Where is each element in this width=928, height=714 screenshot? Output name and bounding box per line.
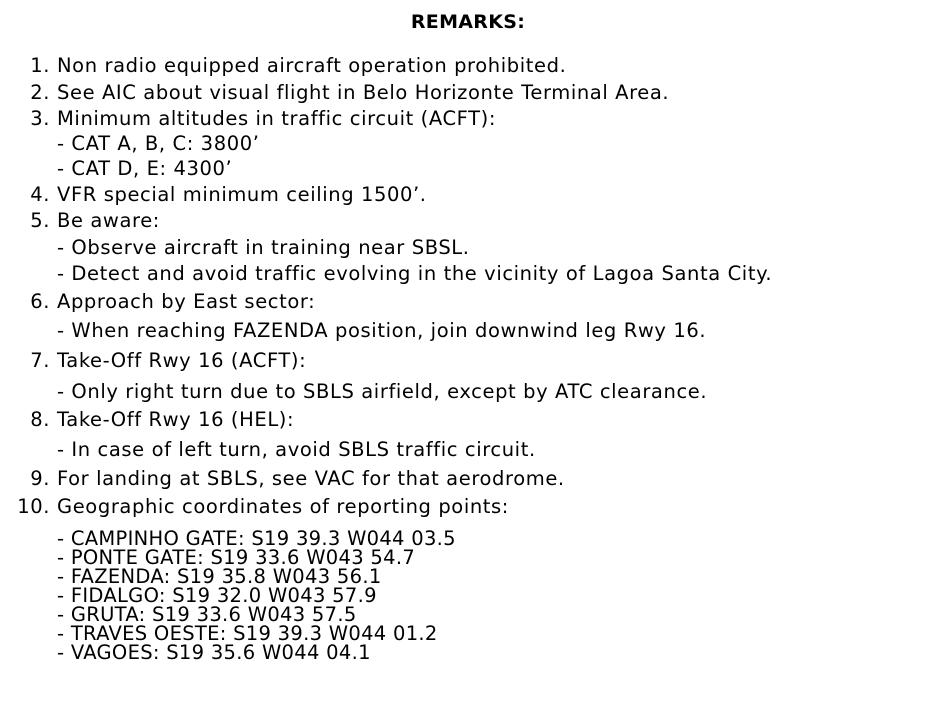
remark-number: 7.	[30, 349, 50, 372]
remark-number: 4.	[30, 183, 50, 206]
remark-subitem: - Only right turn due to SBLS airfield, except by ATC clearance.	[57, 380, 708, 403]
reporting-point-traves-oeste: - TRAVES OESTE: S19 39.3 W044 01.2	[57, 622, 438, 645]
remark-text: Geographic coordinates of reporting points:	[57, 495, 509, 518]
reporting-point-fazenda: - FAZENDA: S19 35.8 W043 56.1	[57, 565, 382, 588]
remark-number: 9.	[30, 467, 50, 490]
reporting-point-campinho-gate: - CAMPINHO GATE: S19 39.3 W044 03.5	[57, 527, 456, 550]
remark-text: VFR special minimum ceiling 1500’.	[57, 183, 427, 206]
remark-number: 10.	[17, 495, 50, 518]
reporting-point-vagoes: - VAGOES: S19 35.6 W044 04.1	[57, 641, 371, 664]
remark-subitem: - CAT A, B, C: 3800’	[57, 132, 260, 155]
remark-text: For landing at SBLS, see VAC for that aerodrome.	[57, 467, 565, 490]
remark-subitem: - Detect and avoid traffic evolving in the vicinity of Lagoa Santa City.	[57, 262, 773, 285]
remark-number: 8.	[30, 408, 50, 431]
remark-text: Take-Off Rwy 16 (HEL):	[57, 408, 295, 431]
remark-subitem: - In case of left turn, avoid SBLS traffic circuit.	[57, 438, 536, 461]
reporting-point-gruta: - GRUTA: S19 33.6 W043 57.5	[57, 603, 357, 626]
remark-text: Be aware:	[57, 209, 160, 232]
remark-number: 6.	[30, 290, 50, 313]
remark-number: 1.	[30, 54, 50, 77]
remark-text: Non radio equipped aircraft operation prohibited.	[57, 54, 567, 77]
remarks-title: REMARKS:	[410, 11, 526, 33]
remark-number: 2.	[30, 81, 50, 104]
remark-text: Approach by East sector:	[57, 290, 316, 313]
remark-subitem: - When reaching FAZENDA position, join downwind leg Rwy 16.	[57, 319, 707, 342]
remark-text: See AIC about visual flight in Belo Horizonte Terminal Area.	[57, 81, 670, 104]
reporting-point-ponte-gate: - PONTE GATE: S19 33.6 W043 54.7	[57, 546, 416, 569]
remark-text: Minimum altitudes in traffic circuit (ACFT):	[57, 107, 497, 130]
remark-subitem: - CAT D, E: 4300’	[57, 157, 233, 180]
remark-number: 3.	[30, 107, 50, 130]
remark-number: 5.	[30, 209, 50, 232]
reporting-point-fidalgo: - FIDALGO: S19 32.0 W043 57.9	[57, 584, 377, 607]
remark-text: Take-Off Rwy 16 (ACFT):	[57, 349, 307, 372]
remark-subitem: - Observe aircraft in training near SBSL.	[57, 236, 470, 259]
